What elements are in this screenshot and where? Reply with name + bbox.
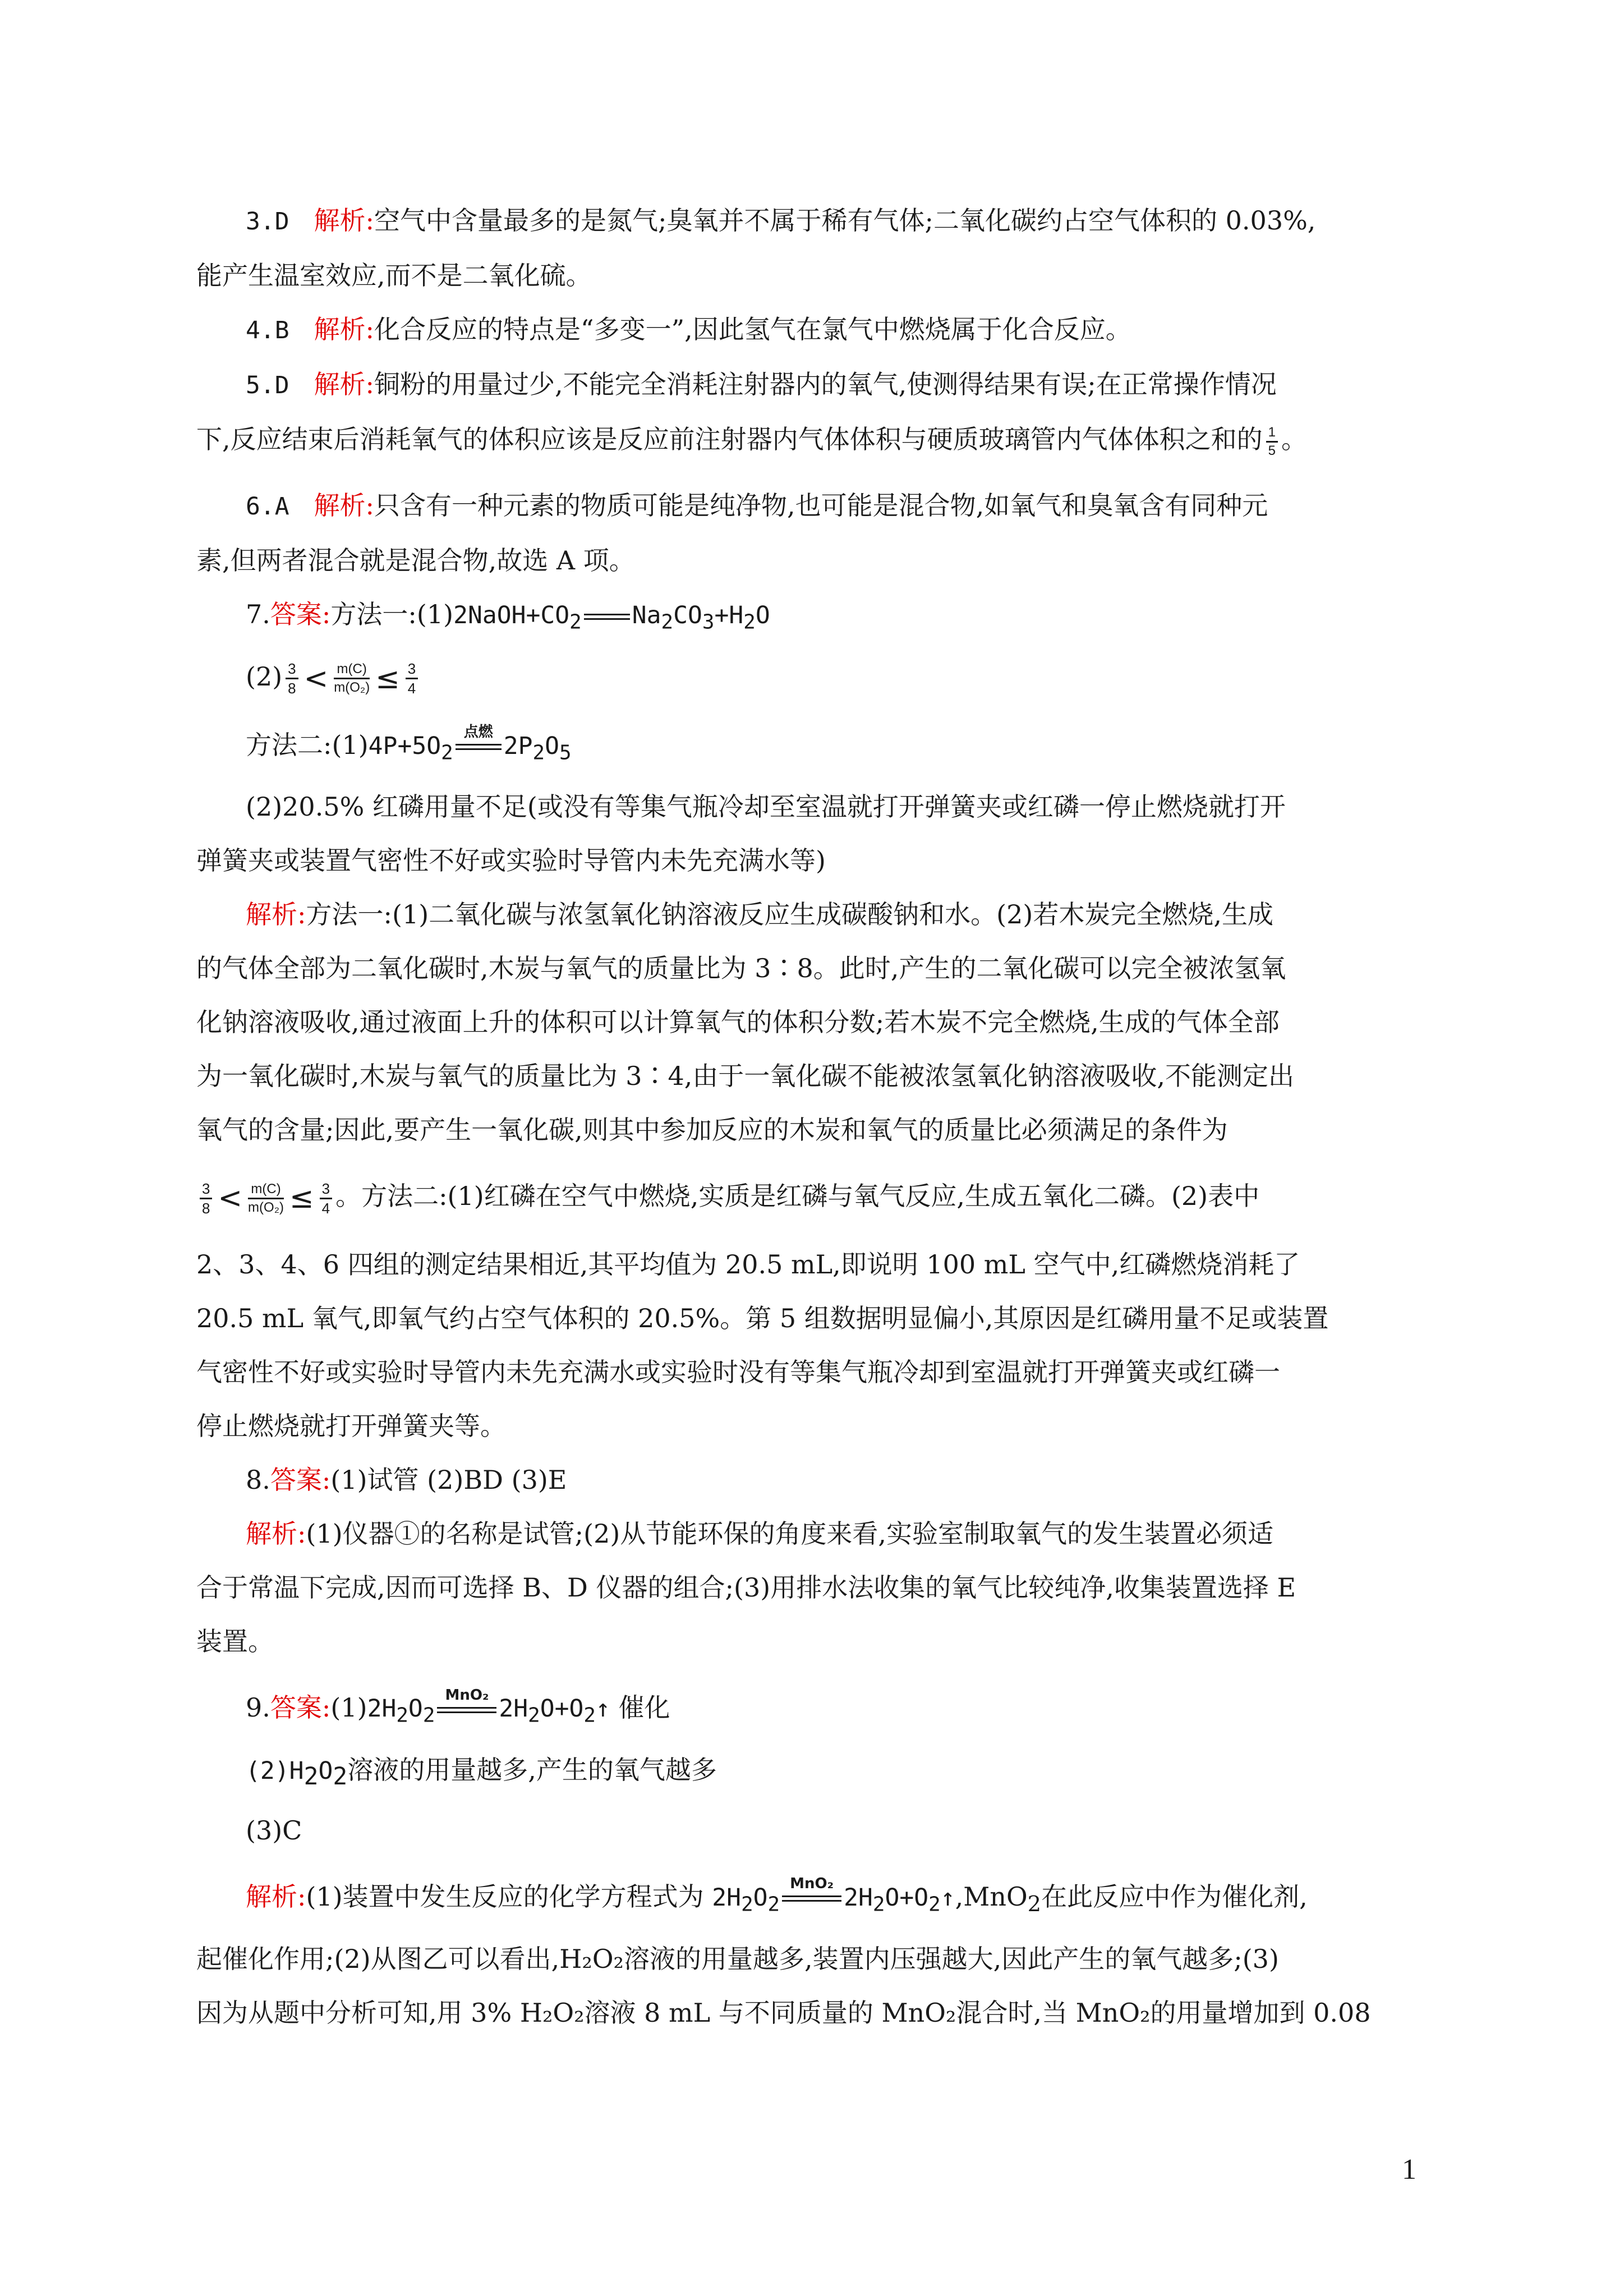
q8-exp-line2: 合于常温下完成,因而可选择 B、D 仪器的组合;(3)用排水法收集的氧气比较纯净,收集装置选择 E bbox=[196, 1572, 1296, 1603]
q7-answer-label: 答案: bbox=[270, 599, 331, 629]
page-number: 1 bbox=[1402, 2154, 1416, 2185]
q7-answer-line2 bbox=[196, 650, 1430, 706]
q9-answer-line2: $(2)H_2O_2$溶液的用量越多,产生的氧气越多 bbox=[246, 1754, 717, 1791]
q5-frac-den: 5 bbox=[1268, 443, 1276, 458]
q7-exp-text1: 方法一:(1)二氧化碳与浓氢氧化钠溶液反应生成碳酸钠和水。(2)若木炭完全燃烧,生成 bbox=[306, 899, 1273, 930]
q7-answer-line3 bbox=[196, 718, 1430, 780]
q4-text: 化合反应的特点是“多变一”,因此氢气在氯气中燃烧属于化合反应。 bbox=[374, 314, 1131, 344]
q5-label: 解析: bbox=[314, 369, 375, 399]
catalyst-condition: MnO₂ bbox=[436, 1699, 498, 1722]
exp-less-than: < bbox=[218, 1181, 243, 1216]
q9-exp-label: 解析: bbox=[246, 1881, 306, 1912]
q8-exp-line3: 装置。 bbox=[196, 1626, 274, 1657]
q4-number: 4.B bbox=[246, 316, 289, 344]
q7-equation-2: $4P+5O_2$ 点燃 $2P_2O_5$ bbox=[368, 724, 572, 765]
q9-exp-equation: $2H_2O_2$ MnO₂ $2H_2O+O_2↑$ bbox=[712, 1875, 955, 1916]
q7-exp-line3: 化钠溶液吸收,通过液面上升的体积可以计算氧气的体积分数;若木炭不完全燃烧,生成的气体全部 bbox=[196, 1007, 1280, 1038]
q7-exp-text6: 。方法二:(1)红磷在空气中燃烧,实质是红磷与氧气反应,生成五氧化二磷。(2)表中 bbox=[335, 1181, 1260, 1212]
q9-exp-line2: 起催化作用;(2)从图乙可以看出,H₂O₂溶液的用量越多,装置内压强越大,因此产生的氧气越多;(3) bbox=[196, 1943, 1279, 1974]
q7-m1-part2-prefix: (2) bbox=[246, 661, 283, 692]
q7-answer-line4: (2)20.5% 红磷用量不足(或没有等集气瓶冷却至室温就打开弹簧夹或红磷一停止燃烧就打开 bbox=[246, 792, 1286, 822]
q8-answer-line bbox=[196, 1453, 1430, 1507]
q7-answer-line5: 弹簧夹或装置气密性不好或实验时导管内未先充满水等) bbox=[196, 845, 826, 876]
ineq-frac-a: $\frac{3}{8}$ bbox=[286, 661, 298, 696]
q9-exp-line1: 解析:(1)装置中发生反应的化学方程式为 $2H_2O_2$ MnO₂ $2H_2O+O_2↑,MnO_2$在此反应中作为催化剂, bbox=[246, 1875, 1308, 1917]
q4-label: 解析: bbox=[314, 314, 375, 344]
q5-text: 铜粉的用量过少,不能完全消耗注射器内的氧气,使测得结果有误;在正常操作情况 bbox=[374, 369, 1277, 399]
equals-sign bbox=[583, 606, 631, 628]
q9-a2-text: 溶液的用量越多,产生的氧气越多 bbox=[347, 1754, 717, 1785]
exp-less-equal: ≤ bbox=[289, 1181, 314, 1216]
q9-answer-line3: (3)C bbox=[246, 1815, 302, 1846]
q7-exp-line8: 20.5 mL 氧气,即氧气约占空气体积的 20.5%。第 5 组数据明显偏小,其原因是红磷用量不足或装置 bbox=[196, 1303, 1329, 1334]
q7-exp-line5: 氧气的含量;因此,要产生一氧化碳,则其中参加反应的木炭和氧气的质量比必须满足的条件为 bbox=[196, 1115, 1228, 1145]
q6-number: 6.A bbox=[246, 493, 289, 521]
exp-catalyst-condition: MnO₂ bbox=[781, 1888, 843, 1910]
q5-fraction bbox=[1266, 426, 1278, 458]
q9-answer-line1 bbox=[196, 1681, 1430, 1743]
q3-line1 bbox=[196, 194, 1430, 249]
exp-frac-a: $\frac{3}{8}$ bbox=[200, 1181, 212, 1216]
q9-answer-label: 答案: bbox=[270, 1692, 331, 1723]
q7-exp-line1 bbox=[196, 887, 1430, 941]
q7-m2-part1: 方法二:(1) bbox=[246, 729, 369, 760]
ineq-frac-ratio: $\frac{m(C)}{\text{m(O₂)}}$ bbox=[334, 661, 370, 696]
q3-label: 解析: bbox=[314, 205, 375, 236]
q9-equation: $2H_2O_2$ MnO₂ $2H_2O+O_2↑$ bbox=[367, 1686, 610, 1727]
q6-label: 解析: bbox=[314, 490, 375, 521]
reaction-condition: 点燃 bbox=[454, 736, 503, 758]
q5-line1 bbox=[196, 357, 1430, 412]
q7-answer-line1 bbox=[196, 587, 1430, 650]
q9-number: 9. bbox=[246, 1692, 270, 1723]
q7-exp-line10: 停止燃烧就打开弹簧夹等。 bbox=[196, 1411, 506, 1442]
q8-answer: (1)试管 (2)BD (3)E bbox=[330, 1465, 567, 1496]
q3-number: 3.D bbox=[246, 208, 289, 236]
less-equal: ≤ bbox=[375, 661, 400, 696]
less-than: < bbox=[303, 661, 329, 696]
q8-exp-text1: (1)仪器①的名称是试管;(2)从节能环保的角度来看,实验室制取氧气的发生装置必须适 bbox=[306, 1519, 1273, 1549]
q7-equation-1: $2NaOH+CO_2$ $Na_2CO_3+H_2O$ bbox=[453, 601, 770, 634]
q5-cont: 下,反应结束后消耗氧气的体积应该是反应前注射器内气体体积与硬质玻璃管内气体体积之和的 bbox=[196, 424, 1263, 454]
ineq-frac-b: $\frac{3}{4}$ bbox=[406, 661, 418, 696]
q5-line2 bbox=[196, 412, 1430, 466]
q6-line1 bbox=[196, 478, 1430, 533]
q7-exp-line9: 气密性不好或实验时导管内未先充满水或实验时没有等集气瓶冷却到室温就打开弹簧夹或红磷一 bbox=[196, 1357, 1280, 1388]
q8-exp-label: 解析: bbox=[246, 1519, 306, 1549]
q7-exp-line2: 的气体全部为二氧化碳时,木炭与氧气的质量比为 3∶8。此时,产生的二氧化碳可以完全被浓氢氧 bbox=[196, 953, 1286, 984]
q3-line2: 能产生温室效应,而不是二氧化硫。 bbox=[196, 260, 592, 291]
q6-line2: 素,但两者混合就是混合物,故选 A 项。 bbox=[196, 545, 635, 576]
q7-number: 7. bbox=[246, 599, 270, 629]
q6-text: 只含有一种元素的物质可能是纯净物,也可能是混合物,如氧气和臭氧含有同种元 bbox=[374, 490, 1268, 521]
q5-frac-num: 1 bbox=[1266, 426, 1278, 443]
gas-arrow-icon: ↑ bbox=[596, 1695, 610, 1723]
q8-number: 8. bbox=[246, 1465, 270, 1496]
q8-answer-label: 答案: bbox=[270, 1465, 331, 1496]
exp-frac-ratio: $\frac{m(C)}{\text{m(O₂)}}$ bbox=[248, 1181, 284, 1215]
q5-end: 。 bbox=[1281, 424, 1307, 454]
q7-exp-label: 解析: bbox=[246, 899, 306, 930]
q9-a1-suffix: 催化 bbox=[610, 1692, 670, 1723]
q7-exp-line4: 为一氧化碳时,木炭与氧气的质量比为 3∶4,由于一氧化碳不能被浓氢氧化钠溶液吸收,不能测定出 bbox=[196, 1061, 1295, 1092]
q8-exp-line1 bbox=[196, 1507, 1430, 1561]
q7-m1-part1: 方法一:(1) bbox=[330, 599, 454, 629]
document-body bbox=[196, 194, 1430, 2040]
q7-exp-line6 bbox=[196, 1169, 1430, 1225]
exp-frac-b: $\frac{3}{4}$ bbox=[320, 1181, 332, 1216]
q5-number: 5.D bbox=[246, 371, 289, 399]
q7-exp-line7: 2、3、4、6 四组的测定结果相近,其平均值为 20.5 mL,即说明 100 mL 空气中,红磷燃烧消耗了 bbox=[196, 1249, 1300, 1280]
q4-line bbox=[196, 302, 1430, 357]
q9-a1-prefix: (1) bbox=[330, 1692, 367, 1723]
q9-exp-line3: 因为从题中分析可知,用 3% H₂O₂溶液 8 mL 与不同质量的 MnO₂混合时,当 MnO₂的用量增加到 0.08 bbox=[196, 1997, 1371, 2028]
q3-text: 空气中含量最多的是氮气;臭氧并不属于稀有气体;二氧化碳约占空气体积的 0.03%, bbox=[374, 205, 1316, 236]
